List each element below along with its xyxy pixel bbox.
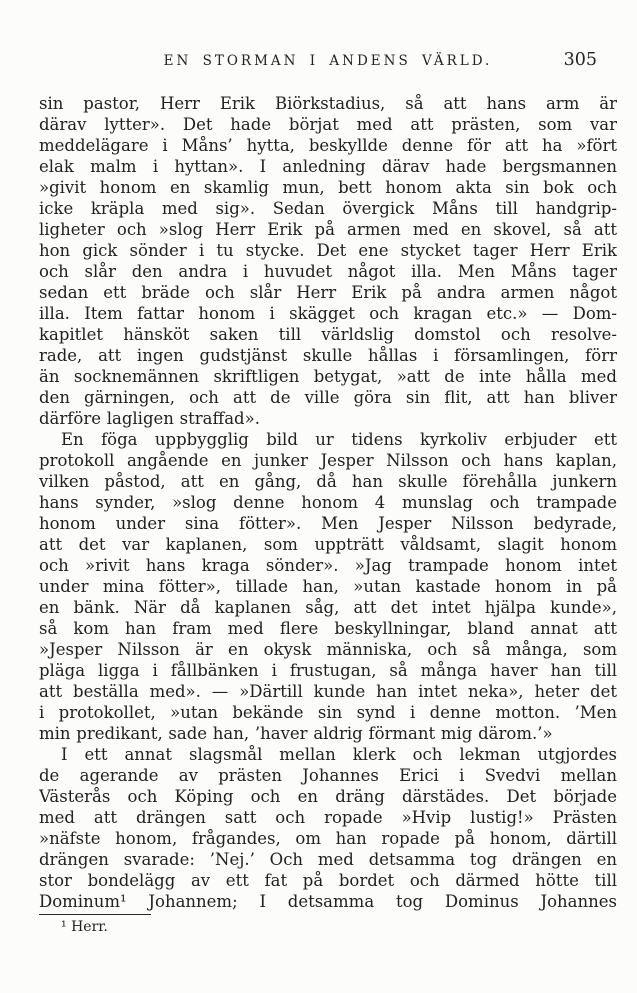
- text-line: de agerande av prästen Johannes Erici i Svedvi mellan: [39, 766, 617, 785]
- running-header-title: EN STORMAN I ANDENS VÄRLD.: [163, 53, 493, 69]
- text-line: I ett annat slagsmål mellan klerk och lekman utgjordes: [61, 745, 617, 764]
- running-header: [39, 50, 617, 72]
- text-line: så kom han fram med flere beskyllningar, bland annat att: [39, 619, 617, 638]
- text-line: därföre lagligen straffad».: [39, 409, 260, 428]
- text-line: »Jesper Nilsson är en okysk människa, och så många, som: [39, 640, 617, 659]
- footnote-separator-rule: [39, 914, 151, 915]
- footnote-marker: ¹: [61, 919, 67, 935]
- text-line: den gärningen, och att de ville göra sin flit, att han bliver: [39, 388, 617, 407]
- text-line: i protokollet, »utan bekände sin synd i denne motton. ’Men: [39, 703, 617, 722]
- text-line: kapitlet hänsköt saken till världslig domstol och resolve-: [39, 325, 617, 344]
- footnote: [39, 918, 617, 936]
- text-line: »näfste honom, frågandes, om han ropade på honom, därtill: [39, 829, 617, 848]
- text-line: att det var kaplanen, som uppträtt våldsamt, slagit honom: [39, 535, 617, 554]
- text-line: än socknemännen skriftligen betygat, »att de inte hålla med: [39, 367, 617, 386]
- text-line: ligheter och »slog Herr Erik på armen med en skovel, så att: [39, 220, 617, 239]
- text-line: »givit honom en skamlig mun, bett honom akta sin bok och: [39, 178, 617, 197]
- text-line: under mina fötter», tillade han, »utan kastade honom in på: [39, 577, 617, 596]
- text-line: En föga uppbygglig bild ur tidens kyrkoliv erbjuder ett: [61, 430, 617, 449]
- text-block: [39, 93, 617, 912]
- text-line: meddelägare i Måns’ hytta, beskyllde denne för att ha »fört: [39, 136, 617, 155]
- text-line: pläga ligga i fållbänken i frustugan, så många haver han till: [39, 661, 617, 680]
- text-line: hon gick sönder i tu stycke. Det ene stycket tager Herr Erik: [39, 241, 617, 260]
- text-line: en bänk. När då kaplanen såg, att det intet hjälpa kunde»,: [39, 598, 617, 617]
- text-line: rade, att ingen gudstjänst skulle hållas i församlingen, förr: [39, 346, 617, 365]
- text-line: sin pastor, Herr Erik Biörkstadius, så att hans arm är: [39, 94, 617, 113]
- text-line: drängen svarade: ’Nej.’ Och med detsamma tog drängen en: [39, 850, 617, 869]
- text-line: elak malm i hyttan». I anledning därav hade bergsmannen: [39, 157, 617, 176]
- text-line: illa. Item fattar honom i skägget och kragan etc.» — Dom-: [39, 304, 617, 323]
- text-line: att beställa med». — »Därtill kunde han intet neka», heter det: [39, 682, 617, 701]
- text-line: icke kräpla med sig». Sedan övergick Måns till handgrip-: [39, 199, 617, 218]
- text-line: min predikant, sade han, ’haver aldrig förmant mig därom.’»: [39, 724, 553, 743]
- page-number: 305: [563, 50, 597, 70]
- text-line: och slår den andra i huvudet något illa. Men Måns tager: [39, 262, 617, 281]
- text-line: och »rivit hans kraga sönder». »Jag trampade honom intet: [39, 556, 617, 575]
- text-line: vilken påstod, att en gång, då han skulle förehålla junkern: [39, 472, 617, 491]
- text-line: honom under sina fötter». Men Jesper Nilsson bedyrade,: [39, 514, 617, 533]
- text-line: därav lytter». Det hade börjat med att prästen, som var: [39, 115, 617, 134]
- text-line: sedan ett bräde och slår Herr Erik på andra armen något: [39, 283, 617, 302]
- text-line: protokoll angående en junker Jesper Nilsson och hans kaplan,: [39, 451, 617, 470]
- text-line: hans synder, »slog denne honom 4 munslag och trampade: [39, 493, 617, 512]
- text-line: med att drängen satt och ropade »Hvip lustig!» Prästen: [39, 808, 617, 827]
- footnote-text: Herr.: [71, 919, 108, 935]
- text-line: Västerås och Köping och en dräng därstädes. Det började: [39, 787, 617, 806]
- text-line: Dominum¹ Johannem; I detsamma tog Dominus Johannes: [39, 892, 617, 911]
- text-line: stor bondelägg av ett fat på bordet och därmed hötte till: [39, 871, 617, 890]
